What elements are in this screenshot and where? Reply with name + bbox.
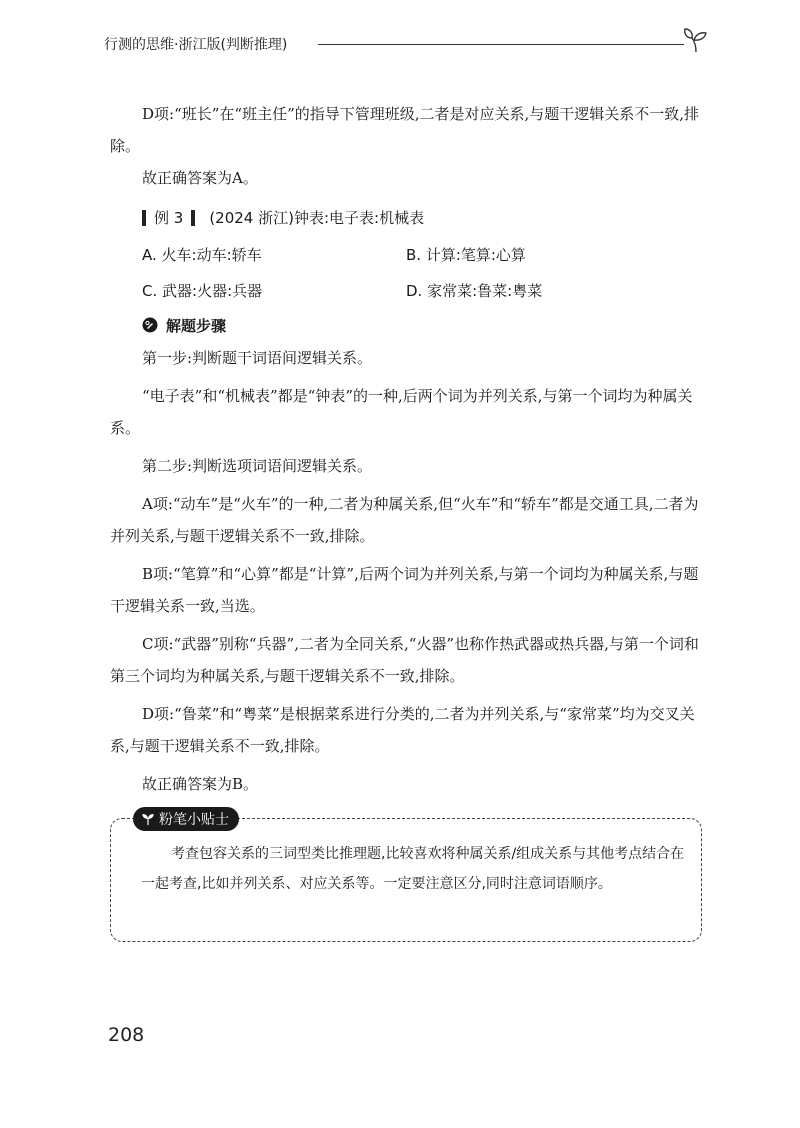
option-d-analysis-prev: D项:“班长”在“班主任”的指导下管理班级,二者是对应关系,与题干逻辑关系不一致,排除。	[110, 105, 700, 155]
header-rule	[318, 44, 684, 45]
sprout-icon	[141, 812, 155, 826]
page-content	[110, 98, 706, 800]
option-b-analysis: B项:“笔算”和“心算”都是“计算”,后两个词为并列关系,与第一个词均为种属关系,与题干逻辑关系一致,当选。	[110, 565, 699, 615]
options-row-2	[142, 272, 706, 308]
tip-label: 粉笔小贴士	[159, 812, 229, 828]
example-heading	[142, 200, 706, 236]
steps-heading	[142, 308, 706, 342]
option-a: A. 火车:动车:轿车	[142, 245, 262, 264]
option-b: B. 计算:笔算:心算	[406, 245, 526, 264]
example-stem: (2024 浙江)钟表:电子表:机械表	[209, 209, 425, 227]
tip-box	[110, 812, 702, 942]
option-a-analysis: A项:“动车”是“火车”的一种,二者为种属关系,但“火车”和“轿车”都是交通工具,二者为并列关系,与题干逻辑关系不一致,排除。	[110, 495, 699, 545]
running-header	[104, 26, 704, 56]
page-number: 208	[108, 1024, 145, 1046]
tip-text: 考查包容关系的三词型类比推理题,比较喜欢将种属关系/组成关系与其他考点结合在一起考查,比如并列关系、对应关系等。一定要注意区分,同时注意词语顺序。	[141, 846, 685, 892]
options-list	[142, 236, 706, 308]
tip-label-pill	[133, 807, 239, 831]
pen-badge-icon	[142, 317, 158, 333]
example-label: 例 3	[154, 209, 184, 227]
options-row-1	[142, 236, 706, 272]
option-d: D. 家常菜:鲁菜:粤菜	[406, 281, 543, 300]
sprout-icon	[682, 26, 710, 54]
header-title: 行测的思维·浙江版(判断推理)	[104, 37, 288, 53]
option-c-analysis: C项:“武器”别称“兵器”,二者为全同关系,“火器”也称作热武器或热兵器,与第一个词和第三个词均为种属关系,与题干逻辑关系不一致,排除。	[110, 635, 699, 685]
option-c: C. 武器:火器:兵器	[142, 281, 263, 300]
step2: 第二步:判断选项词语间逻辑关系。	[142, 457, 373, 475]
option-d-analysis: D项:“鲁菜”和“粤菜”是根据菜系进行分类的,二者为并列关系,与“家常菜”均为交叉关系,与题干逻辑关系不一致,排除。	[110, 705, 695, 755]
steps-title: 解题步骤	[166, 316, 227, 335]
bracket-right-mark	[191, 210, 195, 226]
answer: 故正确答案为B。	[142, 775, 259, 793]
step1: 第一步:判断题干词语间逻辑关系。	[142, 349, 373, 367]
answer-prev: 故正确答案为A。	[142, 169, 258, 187]
bracket-left-mark	[142, 210, 146, 226]
step1-detail: “电子表”和“机械表”都是“钟表”的一种,后两个词为并列关系,与第一个词均为种属关系。	[110, 387, 693, 437]
